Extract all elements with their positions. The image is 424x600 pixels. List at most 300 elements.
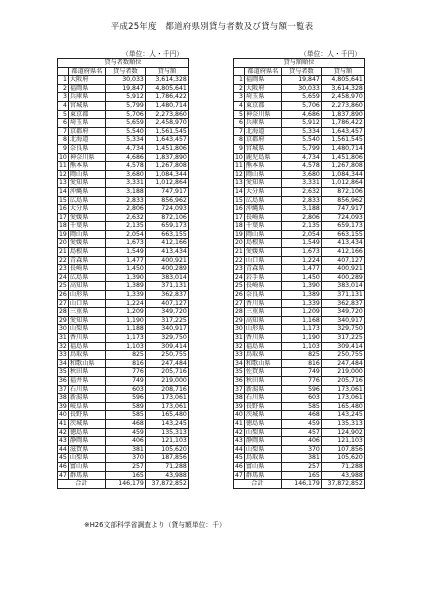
rank-cell: 14 — [59, 187, 67, 195]
table-row — [58, 308, 189, 317]
amount-cell: 1,786,422 — [145, 93, 188, 102]
amount-cell: 407,127 — [145, 299, 188, 308]
table-row — [58, 101, 189, 110]
prefecture-cell: 兵庫県 — [68, 93, 105, 102]
amount-cell: 1,561,545 — [145, 127, 188, 136]
count-cell: 1,389 — [105, 282, 145, 291]
table-row — [234, 84, 365, 93]
count-cell: 5,912 — [281, 119, 321, 128]
amount-cell: 856,962 — [145, 196, 188, 205]
prefecture-cell: 新潟県 — [68, 394, 105, 403]
count-cell: 1,549 — [105, 248, 145, 257]
amount-cell: 250,755 — [145, 351, 188, 360]
count-cell: 5,799 — [281, 144, 321, 153]
amount-cell: 1,084,344 — [321, 170, 364, 179]
amount-cell: 71,288 — [145, 462, 188, 471]
count-cell: 2,632 — [281, 187, 321, 196]
rank-cell: 12 — [59, 170, 67, 178]
rank-cell: 29 — [235, 316, 243, 324]
count-cell: 3,680 — [281, 170, 321, 179]
amount-cell: 1,451,806 — [321, 153, 364, 162]
table-row — [58, 239, 189, 248]
count-cell: 1,339 — [281, 299, 321, 308]
prefecture-cell: 秋田県 — [244, 376, 281, 385]
prefecture-cell: 熊本県 — [68, 162, 105, 171]
total-count: 146,179 — [105, 480, 145, 489]
count-cell: 2,833 — [105, 196, 145, 205]
prefecture-cell: 徳島県 — [68, 428, 105, 437]
rank-cell: 24 — [59, 273, 67, 281]
count-cell: 257 — [281, 462, 321, 471]
rank-cell: 16 — [235, 205, 243, 213]
rank-cell: 40 — [235, 411, 243, 419]
count-cell: 5,912 — [105, 93, 145, 102]
prefecture-cell: 愛知県 — [68, 179, 105, 188]
amount-cell: 143,245 — [145, 419, 188, 428]
amount-cell: 3,614,328 — [321, 84, 364, 93]
table-row — [234, 291, 365, 300]
table-row — [234, 325, 365, 334]
prefecture-cell: 和歌山県 — [68, 359, 105, 368]
rank-cell: 29 — [59, 316, 67, 324]
prefecture-cell: 広島県 — [68, 273, 105, 282]
count-cell: 30,033 — [105, 76, 145, 85]
table-row — [58, 153, 189, 162]
amount-cell: 340,917 — [145, 325, 188, 334]
rank-cell: 19 — [235, 230, 243, 238]
amount-cell: 1,451,806 — [145, 144, 188, 153]
count-cell: 406 — [281, 437, 321, 446]
table-row — [58, 179, 189, 188]
amount-cell: 349,720 — [145, 308, 188, 317]
rank-cell: 36 — [59, 376, 67, 384]
rank-cell: 32 — [235, 342, 243, 350]
amount-cell: 872,106 — [145, 213, 188, 222]
table-row — [58, 359, 189, 368]
table-row — [234, 110, 365, 119]
amount-cell: 872,106 — [321, 187, 364, 196]
amount-cell: 205,716 — [145, 368, 188, 377]
amount-cell: 412,166 — [145, 239, 188, 248]
table-row — [58, 213, 189, 222]
rank-cell: 10 — [59, 153, 67, 161]
table-row — [58, 162, 189, 171]
amount-ranking-table — [233, 58, 365, 489]
rank-cell: 2 — [234, 84, 245, 93]
amount-cell: 371,131 — [321, 291, 364, 300]
count-cell: 1,673 — [281, 248, 321, 257]
table-row — [234, 419, 365, 428]
prefecture-header: 都道府県名 — [68, 67, 105, 76]
amount-cell: 747,917 — [145, 187, 188, 196]
amount-cell: 1,837,890 — [321, 110, 364, 119]
amount-cell: 309,414 — [145, 342, 188, 351]
table-row — [234, 256, 365, 265]
table-row — [58, 110, 189, 119]
count-cell: 596 — [281, 385, 321, 394]
table-row — [58, 136, 189, 145]
count-cell: 459 — [105, 428, 145, 437]
amount-cell: 124,902 — [321, 428, 364, 437]
count-cell: 5,659 — [105, 119, 145, 128]
count-cell: 603 — [105, 385, 145, 394]
rank-cell: 9 — [234, 144, 245, 153]
count-cell: 585 — [105, 411, 145, 420]
amount-cell: 105,620 — [145, 445, 188, 454]
count-cell: 4,734 — [281, 153, 321, 162]
amount-cell: 105,620 — [321, 454, 364, 463]
table-row — [58, 376, 189, 385]
count-cell: 4,686 — [105, 153, 145, 162]
rank-cell: 44 — [59, 445, 67, 453]
amount-cell: 1,786,422 — [321, 119, 364, 128]
rank-cell: 34 — [235, 359, 243, 367]
table-group-header: 貸与額順位 — [234, 59, 365, 68]
rank-cell: 13 — [59, 179, 67, 187]
rank-cell: 26 — [235, 291, 243, 299]
rank-cell: 44 — [235, 445, 243, 453]
prefecture-cell: 神奈川県 — [244, 110, 281, 119]
prefecture-cell: 兵庫県 — [244, 119, 281, 128]
rank-cell: 27 — [59, 299, 67, 307]
prefecture-cell: 島根県 — [68, 248, 105, 257]
count-cell: 5,706 — [105, 110, 145, 119]
count-cell: 816 — [105, 359, 145, 368]
table-row — [234, 213, 365, 222]
amount-cell: 317,225 — [321, 334, 364, 343]
count-cell: 165 — [281, 471, 321, 480]
table-row — [58, 299, 189, 308]
table-row — [58, 342, 189, 351]
table-row — [234, 153, 365, 162]
table-row — [234, 170, 365, 179]
prefecture-cell: 和歌山県 — [244, 359, 281, 368]
prefecture-cell: 島根県 — [244, 239, 281, 248]
rank-cell: 8 — [234, 136, 245, 145]
count-cell: 468 — [281, 411, 321, 420]
total-amount: 37,872,852 — [145, 480, 188, 489]
count-cell: 749 — [105, 376, 145, 385]
rank-cell: 46 — [59, 462, 67, 470]
prefecture-cell: 鹿児島県 — [244, 153, 281, 162]
amount-cell: 362,837 — [321, 299, 364, 308]
amount-cell: 71,288 — [321, 462, 364, 471]
prefecture-cell: 富山県 — [68, 462, 105, 471]
amount-cell: 309,414 — [321, 342, 364, 351]
table-row — [234, 308, 365, 317]
table-row — [234, 299, 365, 308]
count-cell: 1,209 — [105, 308, 145, 317]
table-row — [234, 273, 365, 282]
rank-cell: 40 — [59, 411, 67, 419]
table-row — [234, 454, 365, 463]
count-cell: 30,033 — [281, 84, 321, 93]
rank-cell: 30 — [59, 325, 67, 333]
prefecture-cell: 沖縄県 — [68, 187, 105, 196]
table-row — [58, 248, 189, 257]
table-row — [234, 179, 365, 188]
table-row — [58, 93, 189, 102]
count-cell: 4,686 — [281, 110, 321, 119]
count-cell: 2,054 — [105, 230, 145, 239]
count-cell: 5,799 — [105, 101, 145, 110]
amount-header: 貸与額 — [145, 67, 188, 76]
prefecture-cell: 大分県 — [68, 205, 105, 214]
amount-cell: 400,289 — [145, 265, 188, 274]
rank-cell: 6 — [58, 119, 69, 128]
rank-cell: 7 — [58, 127, 69, 136]
amount-cell: 3,614,328 — [145, 76, 188, 85]
prefecture-cell: 岡山県 — [244, 230, 281, 239]
prefecture-cell: 滋賀県 — [68, 445, 105, 454]
count-cell: 1,224 — [105, 299, 145, 308]
amount-cell: 400,921 — [321, 265, 364, 274]
amount-cell: 349,720 — [321, 308, 364, 317]
table-group-header: 貸与者数順位 — [58, 59, 189, 68]
prefecture-cell: 熊本県 — [244, 162, 281, 171]
amount-cell: 1,561,545 — [321, 136, 364, 145]
rank-cell: 5 — [234, 110, 245, 119]
count-cell: 4,734 — [105, 144, 145, 153]
rank-cell: 33 — [59, 351, 67, 359]
table-row — [234, 359, 365, 368]
prefecture-cell: 沖縄県 — [244, 205, 281, 214]
amount-cell: 173,061 — [321, 394, 364, 403]
table-row — [234, 101, 365, 110]
amount-cell: 121,103 — [145, 437, 188, 446]
table-row — [58, 170, 189, 179]
rank-cell: 25 — [235, 282, 243, 290]
table-row — [234, 437, 365, 446]
count-cell: 1,188 — [105, 325, 145, 334]
prefecture-cell: 三重県 — [244, 308, 281, 317]
prefecture-cell: 福岡県 — [68, 84, 105, 93]
table-row — [234, 282, 365, 291]
count-cell: 2,833 — [281, 196, 321, 205]
amount-cell: 663,155 — [321, 230, 364, 239]
table-row — [58, 316, 189, 325]
table-row — [58, 187, 189, 196]
prefecture-cell: 大分県 — [244, 187, 281, 196]
prefecture-cell: 山梨県 — [68, 454, 105, 463]
rank-cell: 1 — [234, 76, 245, 85]
rank-cell: 37 — [59, 385, 67, 393]
total-label: 合計 — [234, 480, 282, 489]
rank-cell: 41 — [235, 419, 243, 427]
count-cell: 1,190 — [281, 334, 321, 343]
page-title: 平成25年度 都道府県別貸与者数及び貸与額一覧表 — [110, 22, 314, 32]
amount-cell: 219,000 — [145, 376, 188, 385]
amount-cell: 407,127 — [321, 256, 364, 265]
table-row — [58, 222, 189, 231]
rank-cell: 42 — [235, 428, 243, 436]
count-cell: 3,188 — [281, 205, 321, 214]
count-cell: 825 — [281, 351, 321, 360]
rank-cell: 2 — [58, 84, 69, 93]
amount-header: 貸与額 — [321, 67, 364, 76]
count-cell: 2,806 — [105, 205, 145, 214]
table-row — [58, 76, 189, 85]
amount-cell: 135,313 — [321, 419, 364, 428]
table-row — [234, 265, 365, 274]
rank-cell: 28 — [59, 308, 67, 316]
prefecture-cell: 愛知県 — [68, 316, 105, 325]
prefecture-cell: 岐阜県 — [68, 402, 105, 411]
prefecture-cell: 大阪府 — [244, 84, 281, 93]
count-cell: 19,847 — [105, 84, 145, 93]
table-row — [234, 162, 365, 171]
table-row — [234, 196, 365, 205]
total-row — [234, 480, 365, 489]
prefecture-cell: 埼玉県 — [244, 93, 281, 102]
amount-cell: 121,103 — [321, 437, 364, 446]
rank-cell: 39 — [235, 402, 243, 410]
prefecture-cell: 北海道 — [68, 136, 105, 145]
table-row — [58, 419, 189, 428]
table-row — [234, 428, 365, 437]
rank-cell: 24 — [235, 273, 243, 281]
count-cell: 1,450 — [281, 273, 321, 282]
unit-note-right: （単位：人・千円） — [300, 50, 362, 58]
prefecture-cell: 茨城県 — [68, 419, 105, 428]
table-row — [58, 334, 189, 343]
prefecture-cell: 埼玉県 — [68, 119, 105, 128]
amount-cell: 1,084,344 — [145, 170, 188, 179]
prefecture-cell: 静岡県 — [68, 437, 105, 446]
table-row — [58, 437, 189, 446]
table-row — [58, 368, 189, 377]
count-cell: 603 — [281, 394, 321, 403]
table-row — [234, 187, 365, 196]
table-row — [58, 402, 189, 411]
prefecture-cell: 福島県 — [244, 342, 281, 351]
count-cell: 5,334 — [281, 127, 321, 136]
prefecture-cell: 京都府 — [244, 136, 281, 145]
prefecture-cell: 愛知県 — [244, 179, 281, 188]
prefecture-cell: 東京都 — [244, 101, 281, 110]
count-cell: 2,135 — [105, 222, 145, 231]
count-cell: 5,540 — [281, 136, 321, 145]
rank-cell: 42 — [59, 428, 67, 436]
table-row — [234, 462, 365, 471]
table-row — [58, 471, 189, 480]
count-cell: 2,806 — [281, 213, 321, 222]
rank-cell: 38 — [59, 394, 67, 402]
total-count: 146,179 — [281, 480, 321, 489]
table-row — [234, 376, 365, 385]
rank-cell: 37 — [235, 385, 243, 393]
count-cell: 3,188 — [105, 187, 145, 196]
rank-cell: 33 — [235, 351, 243, 359]
count-cell: 776 — [105, 368, 145, 377]
table-row — [234, 394, 365, 403]
count-cell: 3,680 — [105, 170, 145, 179]
rank-cell: 3 — [234, 93, 245, 102]
amount-cell: 247,484 — [145, 359, 188, 368]
count-cell: 4,578 — [281, 162, 321, 171]
rank-cell: 34 — [59, 359, 67, 367]
table-row — [234, 402, 365, 411]
rank-cell: 47 — [235, 471, 243, 479]
prefecture-cell: 香川県 — [244, 299, 281, 308]
amount-cell: 659,173 — [145, 222, 188, 231]
rank-cell: 31 — [235, 334, 243, 341]
prefecture-cell: 香川県 — [68, 334, 105, 343]
prefecture-cell: 広島県 — [68, 196, 105, 205]
table-row — [234, 230, 365, 239]
prefecture-cell: 石川県 — [68, 385, 105, 394]
table-row — [58, 84, 189, 93]
table-row — [234, 136, 365, 145]
prefecture-cell: 千葉県 — [244, 222, 281, 231]
prefecture-cell: 石川県 — [244, 394, 281, 403]
count-cell: 1,173 — [281, 325, 321, 334]
amount-cell: 747,917 — [321, 205, 364, 214]
table-row — [234, 205, 365, 214]
amount-cell: 143,245 — [321, 411, 364, 420]
count-cell: 5,706 — [281, 101, 321, 110]
rank-cell: 47 — [59, 471, 67, 479]
prefecture-cell: 長野県 — [68, 411, 105, 420]
prefecture-cell: 北海道 — [244, 127, 281, 136]
amount-cell: 400,289 — [321, 273, 364, 282]
count-cell: 1,390 — [281, 282, 321, 291]
prefecture-cell: 山梨県 — [244, 445, 281, 454]
count-header: 貸与者数 — [105, 67, 145, 76]
prefecture-cell: 宮城県 — [68, 101, 105, 110]
amount-cell: 107,856 — [321, 445, 364, 454]
amount-cell: 1,643,457 — [321, 127, 364, 136]
count-ranking-table — [57, 58, 189, 489]
count-cell: 1,389 — [281, 291, 321, 300]
rank-cell: 43 — [235, 437, 243, 445]
rank-cell: 45 — [59, 454, 67, 462]
count-cell: 1,549 — [281, 239, 321, 248]
count-cell: 825 — [105, 351, 145, 360]
prefecture-cell: 高知県 — [68, 282, 105, 291]
rank-cell: 16 — [59, 205, 67, 213]
prefecture-cell: 山口県 — [244, 256, 281, 265]
amount-cell: 362,837 — [145, 291, 188, 300]
rank-cell: 45 — [235, 454, 243, 462]
table-row — [234, 351, 365, 360]
table-row — [234, 316, 365, 325]
amount-cell: 205,716 — [321, 376, 364, 385]
table-row — [234, 127, 365, 136]
table-row — [234, 385, 365, 394]
prefecture-cell: 徳島県 — [244, 419, 281, 428]
table-row — [58, 273, 189, 282]
count-cell: 1,477 — [281, 265, 321, 274]
rank-cell: 18 — [59, 222, 67, 230]
table-row — [234, 144, 365, 153]
count-cell: 4,578 — [105, 162, 145, 171]
count-cell: 2,054 — [281, 230, 321, 239]
amount-cell: 329,750 — [145, 334, 188, 343]
rank-cell: 12 — [235, 170, 243, 178]
prefecture-cell: 山形県 — [68, 291, 105, 300]
prefecture-cell: 青森県 — [244, 265, 281, 274]
rank-cell: 32 — [59, 342, 67, 350]
amount-cell: 1,480,714 — [145, 101, 188, 110]
count-cell: 816 — [281, 359, 321, 368]
rank-cell: 15 — [235, 196, 243, 204]
amount-cell: 340,917 — [321, 316, 364, 325]
rank-cell: 19 — [59, 230, 67, 238]
prefecture-cell: 三重県 — [68, 308, 105, 317]
prefecture-cell: 山形県 — [244, 325, 281, 334]
rank-cell: 43 — [59, 437, 67, 445]
